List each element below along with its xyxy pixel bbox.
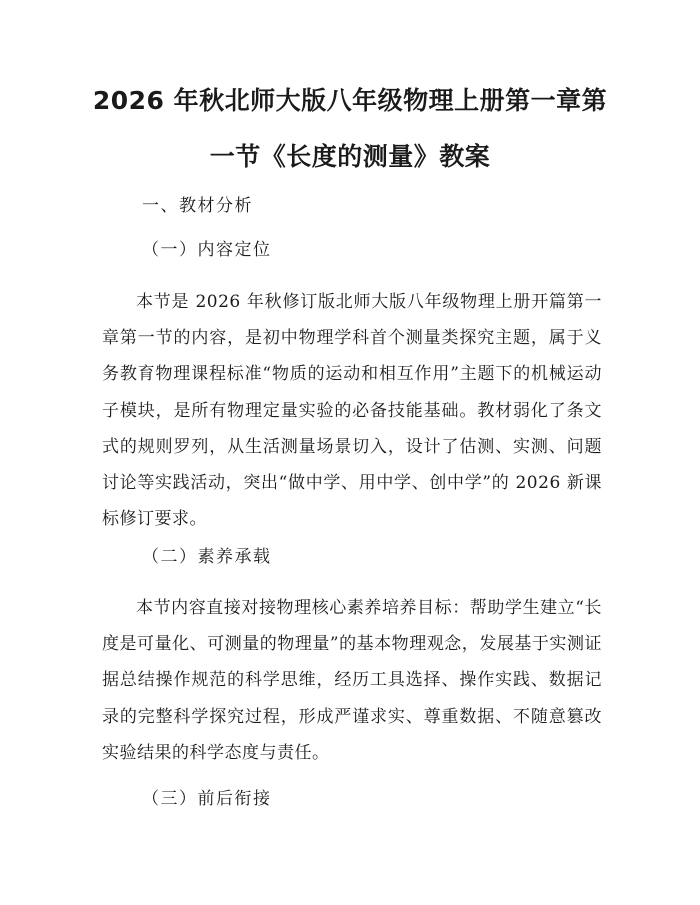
document-title-line-1: 2026 年秋北师大版八年级物理上册第一章第 xyxy=(92,86,608,115)
subsection-heading-connection: （三）前后衔接 xyxy=(142,789,272,809)
subsection-heading-content-positioning: （一）内容定位 xyxy=(142,240,272,260)
paragraph-content-positioning: 本节是 2026 年秋修订版北师大版八年级物理上册开篇第一章第一节的内容，是初中物理学科首个测量类探究主题，属于义务教育物理课程标准“物质的运动和相互作用”主题下的机械运动子模块，是所有物理定量实验的必备技能基础。教材弱化了条文式的规则罗列，从生活测量场景切入，设计了估测、实测、问题讨论等实践活动，突出“做中学、用中学、创中学”的 2026 新课标修订要求。 xyxy=(102,292,602,530)
section-heading-teaching-material-analysis: 一、教材分析 xyxy=(142,196,253,216)
paragraph-literacy: 本节内容直接对接物理核心素养培养目标：帮助学生建立“长度是可量化、可测量的物理量”的基本物理观念，发展基于实测证据总结操作规范的科学思维，经历工具选择、操作实践、数据记录的完整科学探究过程，形成严谨求实、尊重数据、不随意篡改实验结果的科学态度与责任。 xyxy=(102,598,602,763)
subsection-heading-literacy: （二）素养承载 xyxy=(142,547,272,567)
document-title-line-2: 一节《长度的测量》教案 xyxy=(209,142,491,171)
